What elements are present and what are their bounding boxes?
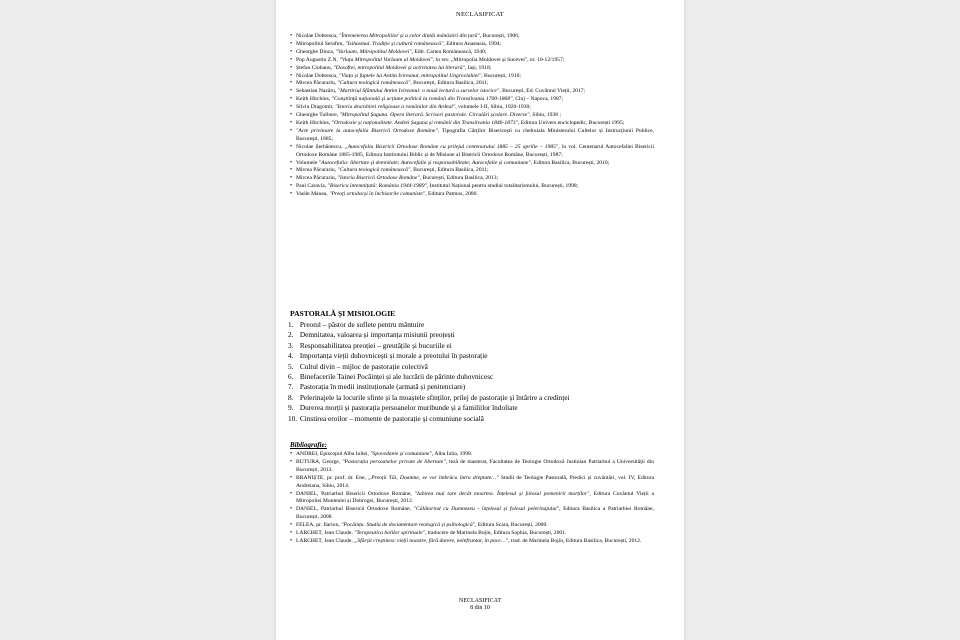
reference-title: „Sfârșit creștinesc vieții noastre, fără durere, neînfruntat, în pace…" bbox=[354, 537, 509, 544]
topic-text: Cinstirea eroilor – momente de pastorație și comuniune socială bbox=[299, 413, 484, 423]
reference-title: „Preoții Tăi, Doamne, se vor îmbrăca întru dreptate…" bbox=[368, 474, 499, 481]
reference-title: "Istoria desrobirei religioase a românilor din Ardeal" bbox=[335, 104, 456, 111]
topic-number: 8. bbox=[288, 392, 294, 402]
reference-publication: , Editura Basilica, București, 2010; bbox=[530, 159, 610, 166]
reference-title: "Iubirea mai tare decât moartea. Înțelesul și folosul pomenirii morților" bbox=[414, 490, 590, 497]
topic-item bbox=[288, 320, 658, 330]
reference-publication: , Tipografia Cărților Bisericești cu cheltuiala Ministerului Cultelor și Instrucțiunii Publice, București, 1885; bbox=[296, 127, 654, 142]
reference-item bbox=[290, 167, 654, 175]
reference-title: "Mitropolitul Șaguna. Opera literară. Scrisori pastorale. Circulări școlare. Diverse" bbox=[339, 112, 530, 119]
reference-item bbox=[290, 104, 654, 112]
reference-author: LARCHET, Jean Claude, bbox=[296, 537, 355, 544]
reference-author: Ștefan Ciobanu, bbox=[296, 64, 334, 71]
reference-publication: , trad. de Marinela Bojin, Editura Basilica, București, 2012. bbox=[508, 537, 642, 544]
reference-publication: , București, 1906; bbox=[479, 33, 520, 39]
reference-title: "Călătorind cu Dumnezeu - înțelesul și folosul pelerinajului" bbox=[413, 506, 560, 513]
topic-item bbox=[288, 393, 658, 403]
reference-title: "Ortodoxie și naționalitate. Andrei Șaguna și românii din Transilvania 1846-1873" bbox=[331, 119, 518, 126]
header-classification: NECLASIFICAT bbox=[456, 11, 504, 18]
reference-publication: , Iași, 1918; bbox=[464, 64, 492, 71]
reference-publication: , teză de masterat, Facultatea de Teologie Ortodoxă Justinian Patriarhul a Universității din București, 2013. bbox=[296, 458, 655, 473]
reference-item bbox=[290, 41, 654, 49]
reference-item bbox=[290, 144, 654, 160]
topic-number: 10. bbox=[288, 413, 298, 423]
bibliography-list-history bbox=[290, 33, 654, 199]
topic-number: 4. bbox=[288, 351, 294, 361]
reference-item bbox=[290, 191, 654, 199]
reference-author: Keith Hitchins, bbox=[296, 119, 332, 126]
section-title: PASTORALĂ ȘI MISIOLOGIE bbox=[290, 309, 396, 318]
reference-author: Mircea Păcurariu, bbox=[296, 80, 338, 87]
reference-title: "Pocăința. Studiu de documentare teologică și psihologică" bbox=[341, 522, 475, 529]
topic-number: 6. bbox=[288, 372, 294, 382]
reference-publication: , București, Editura Basilica, 2011; bbox=[410, 167, 489, 174]
reference-publication: , Editura Patmos, 2000. bbox=[425, 191, 478, 198]
reference-title: "Acte privitoare la autocefalia Bisericii Ortodoxe Române" bbox=[296, 127, 438, 134]
reference-item bbox=[290, 491, 654, 507]
reference-title: "Istoria Bisericii Ortodoxe Române" bbox=[337, 175, 420, 182]
topic-item bbox=[288, 372, 658, 382]
reference-author: Vasile Manea, bbox=[296, 191, 330, 198]
page-number: 8 din 10 bbox=[470, 605, 490, 611]
topic-text: Pelerinajele la locurile sfinte și la moaștele sfinților, prilej de pastorație și întărire a credinței bbox=[299, 392, 570, 402]
reference-item bbox=[290, 451, 654, 459]
reference-publication: , în rev. „Mitropolia Moldovei și Sucevei", nr. 10-12/1957; bbox=[432, 56, 565, 63]
reference-author: Mircea Păcurariu, bbox=[296, 167, 338, 174]
reference-author: Nicolae Dobrescu, bbox=[296, 33, 340, 39]
reference-author: ANDREI, Episcopul Alba Iuliei, bbox=[296, 451, 371, 457]
reference-item bbox=[290, 65, 654, 73]
reference-publication: , Editura Anastasia, 1994; bbox=[443, 40, 502, 47]
reference-author: BUTURA, George, bbox=[296, 458, 343, 465]
document-page bbox=[276, 0, 684, 640]
reference-item bbox=[290, 506, 654, 522]
footer-classification: NECLASIFICAT bbox=[458, 598, 501, 604]
bibliography-heading: Bibliografie: bbox=[290, 441, 327, 449]
reference-title: "Terapeutica bolilor spirituale" bbox=[354, 530, 425, 537]
topic-item bbox=[288, 403, 658, 413]
reference-title: "Cultura teologică românească" bbox=[337, 167, 411, 174]
reference-author: Mitropolitul Serafim, bbox=[296, 40, 346, 47]
topic-item bbox=[288, 351, 658, 361]
reference-item bbox=[290, 459, 654, 475]
topic-text: Durerea morții și pastorația persoanelor muribunde și a familiilor îndoliate bbox=[299, 403, 518, 413]
topic-number: 2. bbox=[288, 330, 294, 340]
bibliography-list-pastoral bbox=[290, 451, 654, 546]
reference-item bbox=[290, 57, 654, 65]
reference-title: „Autocefalia Bisericii Ortodoxe Române cu prilejul centenarului 1885 – 25 aprilie – 1985" bbox=[344, 143, 559, 150]
topic-item bbox=[288, 382, 658, 392]
reference-author: Volumele bbox=[296, 159, 319, 166]
reference-author: FELEA, pr. Ilarion, bbox=[296, 522, 342, 529]
reference-publication: , Institutul Național pentru studiul totalitarismului, București, 1998; bbox=[426, 183, 579, 190]
reference-title: "Pastorația persoanelor private de libertate" bbox=[342, 458, 446, 465]
topic-text: Demnitatea, valoarea și importanța misiunii preoțești bbox=[299, 330, 455, 340]
reference-author: DANIEL, Patriarhul Bisericii Ortodoxe Române, bbox=[296, 490, 415, 497]
reference-item bbox=[290, 538, 654, 546]
reference-item bbox=[290, 120, 654, 128]
reference-item bbox=[290, 475, 654, 491]
reference-item bbox=[290, 530, 654, 538]
reference-publication: , București, Ed. Cuvântul Vieții, 2017; bbox=[499, 88, 586, 95]
reference-author: Pop Augustin Z.N, bbox=[296, 56, 340, 63]
reference-title: "Autocefalia: libertate și demnitate; Autocefalie și responsabilitate; Autocefalie și comuniune" bbox=[318, 159, 531, 166]
reference-publication: Studii de Teologie Pastorală, Predici și cuvântări, vol. IV, Editura Andreiana, Sibiu, 2014. bbox=[296, 474, 654, 489]
reference-author: Sebastian Nazâru, bbox=[296, 88, 338, 95]
topic-text: Cultul divin – mijloc de pastorație colectivă bbox=[299, 361, 428, 371]
reference-title: "Varlaam, Mitropolitul Moldovei" bbox=[335, 48, 412, 55]
reference-publication: , București, Editura Basilica, 2011; bbox=[410, 80, 489, 87]
topic-number: 9. bbox=[288, 403, 294, 413]
reference-author: Keith Hitchins, bbox=[296, 96, 332, 103]
reference-title: "Martiriul Sfântului Antim Ivireanul: o nouă lectură a surselor istorice" bbox=[337, 88, 500, 95]
reference-author: Nicolae Șerbănescu, bbox=[296, 143, 345, 150]
reference-title: "Întemeierea Mitropoliilor și a celor dintâi mănăstiri din țară" bbox=[339, 33, 480, 39]
topic-text: Pastorația în medii instituționale (armată și penitenciare) bbox=[299, 382, 466, 392]
reference-title: "Conștiință națională și acțiune politică la românii din Transilvania 1700-1868" bbox=[331, 96, 513, 103]
topic-item bbox=[288, 330, 658, 340]
reference-item bbox=[290, 175, 654, 183]
reference-author: Gheorghe Tulbure, bbox=[296, 112, 340, 119]
reference-title: "Viața și faptele lui Antim Ivireanul, mitropolitul Ungrovlahiei" bbox=[339, 72, 482, 79]
reference-publication: , Editura Scara, București, 2000. bbox=[474, 522, 548, 529]
reference-title: "Dosoftei, mitropolitul Moldovei și activitatea lui literară" bbox=[333, 64, 465, 71]
reference-title: "Biserica întemnițată: România 1944-1989" bbox=[327, 183, 427, 190]
topic-item bbox=[288, 414, 658, 424]
reference-item bbox=[290, 160, 654, 168]
topic-number: 3. bbox=[288, 340, 294, 350]
reference-item bbox=[290, 112, 654, 120]
reference-author: BRANIȘTE, pr. prof. dr. Ene, bbox=[296, 474, 369, 481]
reference-publication: , Cluj – Napoca, 1987; bbox=[512, 96, 564, 103]
reference-publication: , București, 1910; bbox=[481, 72, 521, 79]
reference-item bbox=[290, 88, 654, 96]
reference-publication: , Editura Univers enciclopedic, București 1995; bbox=[517, 119, 625, 126]
reference-author: Silviu Dragomir, bbox=[296, 104, 336, 111]
topic-item bbox=[288, 362, 658, 372]
reference-publication: , volumele I-II, Sibiu, 1920-1930; bbox=[455, 104, 531, 111]
reference-author: LARCHET, Jean Claude, bbox=[296, 530, 355, 537]
reference-item bbox=[290, 522, 654, 530]
reference-title: "Preoți ortodocși în închisorile comuniste" bbox=[329, 191, 426, 198]
topic-number: 7. bbox=[288, 382, 294, 392]
reference-item bbox=[290, 33, 654, 41]
topic-number: 5. bbox=[288, 361, 294, 371]
reference-item bbox=[290, 73, 654, 81]
reference-publication: , în vol. Centenarul Autocefaliei Bisericii Ortodoxe Române 1885-1985, Editura Institutului Biblic și de Misiune al Bisericii Ortodoxe Române, București, 1987; bbox=[296, 143, 655, 158]
reference-item bbox=[290, 49, 654, 57]
reference-author: Nicolae Dobrescu, bbox=[296, 72, 340, 79]
reference-publication: , Sibiu, 1938 ; bbox=[529, 112, 562, 119]
reference-publication: , Editura Cuvântul Vieții a Mitropoliei Munteniei și Dobrogei, București, 2012. bbox=[296, 490, 654, 505]
reference-title: "Isihasmul. Tradiție și cultură românească" bbox=[345, 40, 444, 47]
reference-publication: , Edit. Cartea Românească, 1940; bbox=[411, 48, 487, 55]
reference-item bbox=[290, 96, 654, 104]
reference-publication: , București, Editura Basilica, 2013; bbox=[419, 175, 499, 182]
reference-author: Paul Caravia, bbox=[296, 183, 328, 190]
reference-title: "Spovedanie și comuniune" bbox=[370, 451, 432, 457]
topic-text: Responsabilitatea preoției – greutățile și bucuriile ei bbox=[299, 340, 452, 350]
reference-item bbox=[290, 128, 654, 144]
reference-title: "Cultura teologică românească" bbox=[337, 80, 411, 87]
reference-author: DANIEL, Patriarhul Bisericii Ortodoxe Române, bbox=[296, 506, 414, 513]
reference-publication: , Alba Iulia, 1998. bbox=[431, 451, 473, 457]
reference-author: Gheorghe Dinca, bbox=[296, 48, 336, 55]
topic-item bbox=[288, 341, 658, 351]
reference-publication: , Editura Basilica a Patriarhiei Române, București, 2008. bbox=[296, 506, 655, 521]
topic-number: 1. bbox=[288, 320, 294, 329]
reference-item bbox=[290, 183, 654, 191]
topics-list bbox=[288, 320, 658, 424]
topic-text: Preotul – păstor de suflete pentru mântuire bbox=[299, 320, 425, 329]
topic-text: Binefacerile Tainei Pocăinței și ale lucrării de părinte duhovnicesc bbox=[299, 372, 494, 382]
footer bbox=[276, 598, 684, 612]
reference-title: "Viața Mitropolitul Varlaam al Moldovei" bbox=[339, 56, 433, 63]
reference-publication: , traducere de Marinela Bojin, Editura Sophia, București, 2001. bbox=[424, 530, 567, 537]
topic-text: Importanța vieții duhovnicești și morale a preotului în pastorație bbox=[299, 351, 488, 361]
reference-author: Mircea Păcurariu, bbox=[296, 175, 338, 182]
